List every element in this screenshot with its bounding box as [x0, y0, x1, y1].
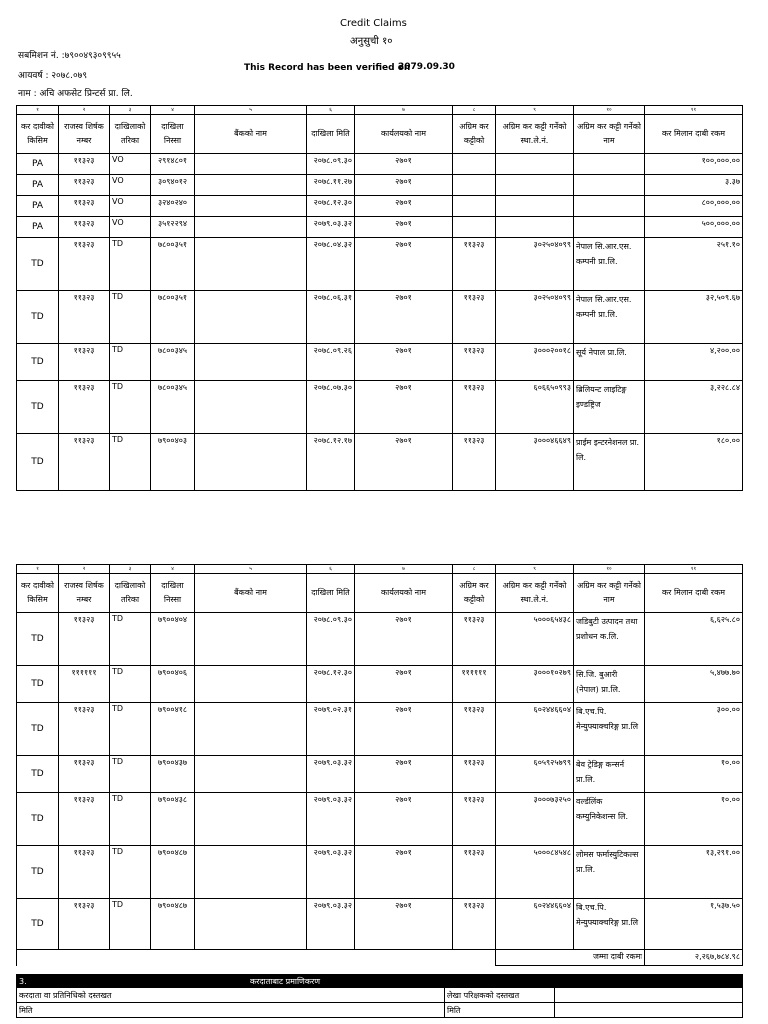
table-row — [17, 899, 743, 950]
column-header: कर दावीको किसिम — [17, 115, 59, 154]
claim-type: TD — [17, 613, 59, 666]
column-header: अग्रिम कर कट्टीको — [453, 574, 496, 613]
voucher-no: ७९००४०४ — [151, 613, 195, 666]
claim-type: TD — [17, 703, 59, 756]
tds-code — [453, 217, 496, 238]
deductor-pan — [496, 154, 574, 175]
total-empty-cell — [453, 950, 496, 966]
tds-code: ११३२३ — [453, 899, 496, 950]
deposit-method: TD — [110, 793, 151, 846]
voucher-no: ३२४०२४० — [151, 196, 195, 217]
deductor-name: बि.एच.पि. मेन्युफ्याक्चरिङ्ग प्रा.लि — [574, 703, 645, 756]
revenue-head: ११३२३ — [59, 793, 110, 846]
deposit-method: VO — [110, 196, 151, 217]
deductor-name — [574, 154, 645, 175]
deposit-method: TD — [110, 613, 151, 666]
table-row — [17, 846, 743, 899]
auditor-date-label: मिति — [445, 1003, 555, 1018]
deductor-name: प्राईम इन्टरनेशनल प्रा. लि. — [574, 434, 645, 491]
claim-type: TD — [17, 899, 59, 950]
tds-code: ११३२३ — [453, 238, 496, 291]
revenue-head: ११३२३ — [59, 344, 110, 381]
office-name: २७०१ — [355, 434, 453, 491]
revenue-head: ११३२३ — [59, 238, 110, 291]
deposit-method: TD — [110, 703, 151, 756]
column-header: अग्रिम कर कट्टीको — [453, 115, 496, 154]
office-name: २७०१ — [355, 344, 453, 381]
claim-amount: ५,४७७.७० — [645, 666, 743, 703]
certification-number: 3. — [17, 975, 145, 988]
column-header: राजस्व शिर्षक नम्बर — [59, 115, 110, 154]
deductor-pan: ६०५९२५७९९ — [496, 756, 574, 793]
deductor-pan: ५०००८४५४८ — [496, 846, 574, 899]
deposit-date: २०७९.०३.३२ — [307, 756, 355, 793]
page-subtitle: अनुसुची १० — [350, 36, 393, 47]
tds-code: ११११११ — [453, 666, 496, 703]
deductor-name — [574, 217, 645, 238]
revenue-head: ११३२३ — [59, 196, 110, 217]
deductor-pan: ३०००१०२७९ — [496, 666, 574, 703]
claim-type: TD — [17, 291, 59, 344]
deductor-pan: ३०२५०४०९९ — [496, 238, 574, 291]
auditor-signature-label: लेखा परिक्षकको दस्तखत — [445, 988, 555, 1003]
total-label: जम्मा दाबी रकमः — [496, 950, 645, 966]
claim-type: TD — [17, 846, 59, 899]
tds-code — [453, 196, 496, 217]
revenue-head: ११३२३ — [59, 154, 110, 175]
claim-type: TD — [17, 381, 59, 434]
table-row — [17, 793, 743, 846]
office-name: २७०१ — [355, 899, 453, 950]
office-name: २७०१ — [355, 703, 453, 756]
voucher-no: ७९००४८७ — [151, 899, 195, 950]
column-number: ८ — [453, 106, 496, 115]
claim-amount: १०.०० — [645, 793, 743, 846]
table-row — [17, 381, 743, 434]
deposit-method: TD — [110, 238, 151, 291]
office-name: २७०१ — [355, 154, 453, 175]
deductor-name: ब्रिलियन्ट लाइटिङ्ग इण्डष्ट्रिज — [574, 381, 645, 434]
office-name: २७०१ — [355, 381, 453, 434]
voucher-no: ७९००४८७ — [151, 846, 195, 899]
table-row — [17, 175, 743, 196]
total-row — [17, 950, 743, 966]
office-name: २७०१ — [355, 756, 453, 793]
bank-name — [195, 154, 307, 175]
table-row — [17, 666, 743, 703]
claims-table-2 — [16, 564, 743, 966]
bank-name — [195, 381, 307, 434]
deposit-date: २०७८.१२.३० — [307, 196, 355, 217]
office-name: २७०१ — [355, 175, 453, 196]
column-number: ९ — [496, 106, 574, 115]
office-name: २७०१ — [355, 666, 453, 703]
table-row — [17, 703, 743, 756]
deposit-method: VO — [110, 175, 151, 196]
deposit-method: TD — [110, 344, 151, 381]
revenue-head: ११३२३ — [59, 175, 110, 196]
deductor-name: लोमस फर्मास्युटिकल्स प्रा.लि. — [574, 846, 645, 899]
table-row — [17, 756, 743, 793]
tds-code — [453, 175, 496, 196]
voucher-no: ७९००४१८ — [151, 703, 195, 756]
tds-code: ११३२३ — [453, 613, 496, 666]
voucher-no: ७८००३५१ — [151, 291, 195, 344]
column-header: कार्यलयको नाम — [355, 115, 453, 154]
column-header: कर मिलान दाबी रकम — [645, 574, 743, 613]
office-name: २७०१ — [355, 613, 453, 666]
bank-name — [195, 344, 307, 381]
column-header: अग्रिम कर कट्टी गर्नेको नाम — [574, 574, 645, 613]
office-name: २७०१ — [355, 846, 453, 899]
tds-code: ११३२३ — [453, 291, 496, 344]
column-number: ५ — [195, 565, 307, 574]
claim-amount: १००,०००.०० — [645, 154, 743, 175]
deposit-method: TD — [110, 846, 151, 899]
bank-name — [195, 217, 307, 238]
claim-type: TD — [17, 238, 59, 291]
column-number: १ — [17, 565, 59, 574]
column-number: ९ — [496, 565, 574, 574]
column-header: दाखिला मिति — [307, 574, 355, 613]
table-row — [17, 613, 743, 666]
claim-type: PA — [17, 196, 59, 217]
deductor-pan: ६०२४४६६०४ — [496, 899, 574, 950]
total-empty-cell — [195, 950, 307, 966]
column-header-row — [17, 115, 743, 154]
column-number: ७ — [355, 106, 453, 115]
bank-name — [195, 613, 307, 666]
voucher-no: ७९००४३७ — [151, 756, 195, 793]
deposit-date: २०७८.११.२७ — [307, 175, 355, 196]
submission-number: सबमिशन नं. :७९००४९३०९९५५ — [18, 51, 121, 61]
column-header: कर मिलान दाबी रकम — [645, 115, 743, 154]
voucher-no: ७८००३४५ — [151, 344, 195, 381]
table-row — [17, 291, 743, 344]
column-header: अग्रिम कर कट्टी गर्नेको स्था.ले.नं. — [496, 115, 574, 154]
bank-name — [195, 238, 307, 291]
column-header: बैंकको नाम — [195, 115, 307, 154]
deductor-name: नेपाल सि.आर.एस. कम्पनी प्रा.लि. — [574, 238, 645, 291]
deductor-name: बेव ट्रेडिङ्ग कन्सर्न प्रा.लि. — [574, 756, 645, 793]
deductor-name — [574, 196, 645, 217]
deposit-date: २०७९.०२.३१ — [307, 703, 355, 756]
claim-type: PA — [17, 154, 59, 175]
column-header: बैंकको नाम — [195, 574, 307, 613]
office-name: २७०१ — [355, 238, 453, 291]
column-number: ३ — [110, 106, 151, 115]
claims-table-1 — [16, 105, 743, 491]
deposit-date: २०७८.०४.३२ — [307, 238, 355, 291]
deductor-pan: ५०००६५४३८ — [496, 613, 574, 666]
voucher-no: ७९००४०६ — [151, 666, 195, 703]
claim-amount: ३००.०० — [645, 703, 743, 756]
claim-amount: २५१.१० — [645, 238, 743, 291]
bank-name — [195, 793, 307, 846]
deductor-name: वर्ल्डलिंक कम्युनिकेशन्स लि. — [574, 793, 645, 846]
revenue-head: ११३२३ — [59, 613, 110, 666]
column-header: दाखिलाको तरिका — [110, 115, 151, 154]
deposit-method: TD — [110, 291, 151, 344]
voucher-no: ७८००३४५ — [151, 381, 195, 434]
deductor-name: सूर्य नेपाल प्रा.लि. — [574, 344, 645, 381]
deductor-name: जडिबुटी उत्पादन तथा प्रशोधन क.लि. — [574, 613, 645, 666]
claim-type: TD — [17, 434, 59, 491]
table-row — [17, 154, 743, 175]
column-header-row — [17, 574, 743, 613]
deposit-date: २०७८.०९.२६ — [307, 344, 355, 381]
certification-title: करदाताबाट प्रमाणिकरण — [145, 975, 743, 988]
revenue-head: ११३२३ — [59, 434, 110, 491]
column-number: १ — [17, 106, 59, 115]
revenue-head: ११३२३ — [59, 756, 110, 793]
table-row — [17, 217, 743, 238]
claim-type: PA — [17, 217, 59, 238]
bank-name — [195, 434, 307, 491]
deductor-pan: ३०००७३२५० — [496, 793, 574, 846]
deposit-date: २०७८.१२.३० — [307, 666, 355, 703]
deductor-pan: ६०२४४६६०४ — [496, 703, 574, 756]
bank-name — [195, 899, 307, 950]
claim-amount: ६,६२५.८० — [645, 613, 743, 666]
deposit-method: VO — [110, 217, 151, 238]
column-header: राजस्व शिर्षक नम्बर — [59, 574, 110, 613]
revenue-head: ११११११ — [59, 666, 110, 703]
tds-code: ११३२३ — [453, 756, 496, 793]
claim-type: PA — [17, 175, 59, 196]
revenue-head: ११३२३ — [59, 217, 110, 238]
column-number: ३ — [110, 565, 151, 574]
column-number-row — [17, 106, 743, 115]
voucher-no: ७८००३५१ — [151, 238, 195, 291]
claim-amount: १०.०० — [645, 756, 743, 793]
deposit-date: २०७८.०९.३० — [307, 154, 355, 175]
total-amount: २,२६७,७८४.९८ — [645, 950, 743, 966]
deposit-method: TD — [110, 381, 151, 434]
tds-code: ११३२३ — [453, 344, 496, 381]
deductor-pan — [496, 196, 574, 217]
deposit-date: २०७८.०९.३० — [307, 613, 355, 666]
claim-type: TD — [17, 793, 59, 846]
total-empty-cell — [355, 950, 453, 966]
column-number: ११ — [645, 565, 743, 574]
deposit-date: २०७९.०३.३२ — [307, 793, 355, 846]
deductor-pan: ३०२५०४०९९ — [496, 291, 574, 344]
deposit-date: २०७८.०७.३० — [307, 381, 355, 434]
taxpayer-name: नाम : अचि अफसेट प्रिन्टर्स प्रा. लि. — [18, 89, 133, 99]
table-row — [17, 238, 743, 291]
total-empty-cell — [59, 950, 110, 966]
deductor-name: सि.जि. बुआरी (नेपाल) प्रा.लि. — [574, 666, 645, 703]
taxpayer-signature-label: करदाता वा प्रतिनिधिको दस्तखत — [17, 988, 445, 1003]
deposit-date: २०७८.०६.३१ — [307, 291, 355, 344]
column-number: १० — [574, 565, 645, 574]
tds-code: ११३२३ — [453, 703, 496, 756]
claim-amount: १३,२९१.०० — [645, 846, 743, 899]
bank-name — [195, 756, 307, 793]
table-row — [17, 344, 743, 381]
voucher-no: ३०९४०१२ — [151, 175, 195, 196]
deposit-date: २०७९.०३.३२ — [307, 217, 355, 238]
deductor-pan — [496, 175, 574, 196]
voucher-no: २९१४८०१ — [151, 154, 195, 175]
deposit-date: २०७९.०३.३२ — [307, 899, 355, 950]
bank-name — [195, 846, 307, 899]
claim-amount: ३,२२८.८४ — [645, 381, 743, 434]
auditor-date-field[interactable] — [555, 1003, 743, 1018]
deposit-date: २०७९.०३.३२ — [307, 846, 355, 899]
deductor-pan: ३०००४६६४९ — [496, 434, 574, 491]
bank-name — [195, 291, 307, 344]
office-name: २७०१ — [355, 196, 453, 217]
column-number: ११ — [645, 106, 743, 115]
table-row — [17, 196, 743, 217]
revenue-head: ११३२३ — [59, 291, 110, 344]
deposit-method: TD — [110, 756, 151, 793]
column-header: कार्यलयको नाम — [355, 574, 453, 613]
total-empty-cell — [307, 950, 355, 966]
column-header: कर दावीको किसिम — [17, 574, 59, 613]
deposit-method: TD — [110, 666, 151, 703]
tds-code: ११३२३ — [453, 793, 496, 846]
verified-text: This Record has been verified on — [244, 63, 411, 73]
claim-type: TD — [17, 344, 59, 381]
revenue-head: ११३२३ — [59, 846, 110, 899]
claim-amount: १८०.०० — [645, 434, 743, 491]
claim-amount: ३२,५०९.६७ — [645, 291, 743, 344]
column-header: अग्रिम कर कट्टी गर्नेको स्था.ले.नं. — [496, 574, 574, 613]
table-row — [17, 434, 743, 491]
claim-amount: ४,२००.०० — [645, 344, 743, 381]
column-header: अग्रिम कर कट्टी गर्नेको नाम — [574, 115, 645, 154]
tds-code — [453, 154, 496, 175]
claim-amount: ८००,०००.०० — [645, 196, 743, 217]
revenue-head: ११३२३ — [59, 381, 110, 434]
voucher-no: ७९००४३८ — [151, 793, 195, 846]
column-number: ४ — [151, 565, 195, 574]
page-title: Credit Claims — [340, 18, 407, 29]
deposit-date: २०७८.१२.१७ — [307, 434, 355, 491]
tds-code: ११३२३ — [453, 381, 496, 434]
total-empty-cell — [151, 950, 195, 966]
deposit-method: TD — [110, 434, 151, 491]
fiscal-year: आयवर्ष : २०७८.०७९ — [18, 71, 87, 81]
column-number: ४ — [151, 106, 195, 115]
verified-date: 2079.09.30 — [398, 62, 455, 72]
column-header: दाखिला निस्सा — [151, 574, 195, 613]
column-number: १० — [574, 106, 645, 115]
office-name: २७०१ — [355, 793, 453, 846]
claim-type: TD — [17, 756, 59, 793]
deposit-method: VO — [110, 154, 151, 175]
column-number-row — [17, 565, 743, 574]
column-number: ५ — [195, 106, 307, 115]
bank-name — [195, 196, 307, 217]
deposit-method: TD — [110, 899, 151, 950]
office-name: २७०१ — [355, 217, 453, 238]
column-number: ६ — [307, 106, 355, 115]
deductor-name: नेपाल सि.आर.एस. कम्पनी प्रा.लि. — [574, 291, 645, 344]
taxpayer-date-label: मिति — [17, 1003, 445, 1018]
auditor-signature-field[interactable] — [555, 988, 743, 1003]
column-number: ७ — [355, 565, 453, 574]
column-number: २ — [59, 106, 110, 115]
column-number: २ — [59, 565, 110, 574]
column-header: दाखिला मिति — [307, 115, 355, 154]
claim-amount: ५००,०००.०० — [645, 217, 743, 238]
tds-code: ११३२३ — [453, 434, 496, 491]
claim-amount: ३.३७ — [645, 175, 743, 196]
bank-name — [195, 175, 307, 196]
deductor-pan: ६०६६५०९९३ — [496, 381, 574, 434]
deductor-pan — [496, 217, 574, 238]
total-empty-cell — [17, 950, 59, 966]
certification-table — [16, 974, 743, 1018]
revenue-head: ११३२३ — [59, 703, 110, 756]
revenue-head: ११३२३ — [59, 899, 110, 950]
claim-amount: १,५३७.५० — [645, 899, 743, 950]
total-empty-cell — [110, 950, 151, 966]
deductor-pan: ३०००२००१८ — [496, 344, 574, 381]
office-name: २७०१ — [355, 291, 453, 344]
bank-name — [195, 666, 307, 703]
deductor-name: बि.एच.पि. मेन्युफ्याक्चरिङ्ग प्रा.लि — [574, 899, 645, 950]
bank-name — [195, 703, 307, 756]
column-header: दाखिलाको तरिका — [110, 574, 151, 613]
tds-code: ११३२३ — [453, 846, 496, 899]
voucher-no: ७९००४०३ — [151, 434, 195, 491]
column-number: ८ — [453, 565, 496, 574]
deductor-name — [574, 175, 645, 196]
voucher-no: ३५१२२९४ — [151, 217, 195, 238]
column-header: दाखिला निस्सा — [151, 115, 195, 154]
claim-type: TD — [17, 666, 59, 703]
column-number: ६ — [307, 565, 355, 574]
